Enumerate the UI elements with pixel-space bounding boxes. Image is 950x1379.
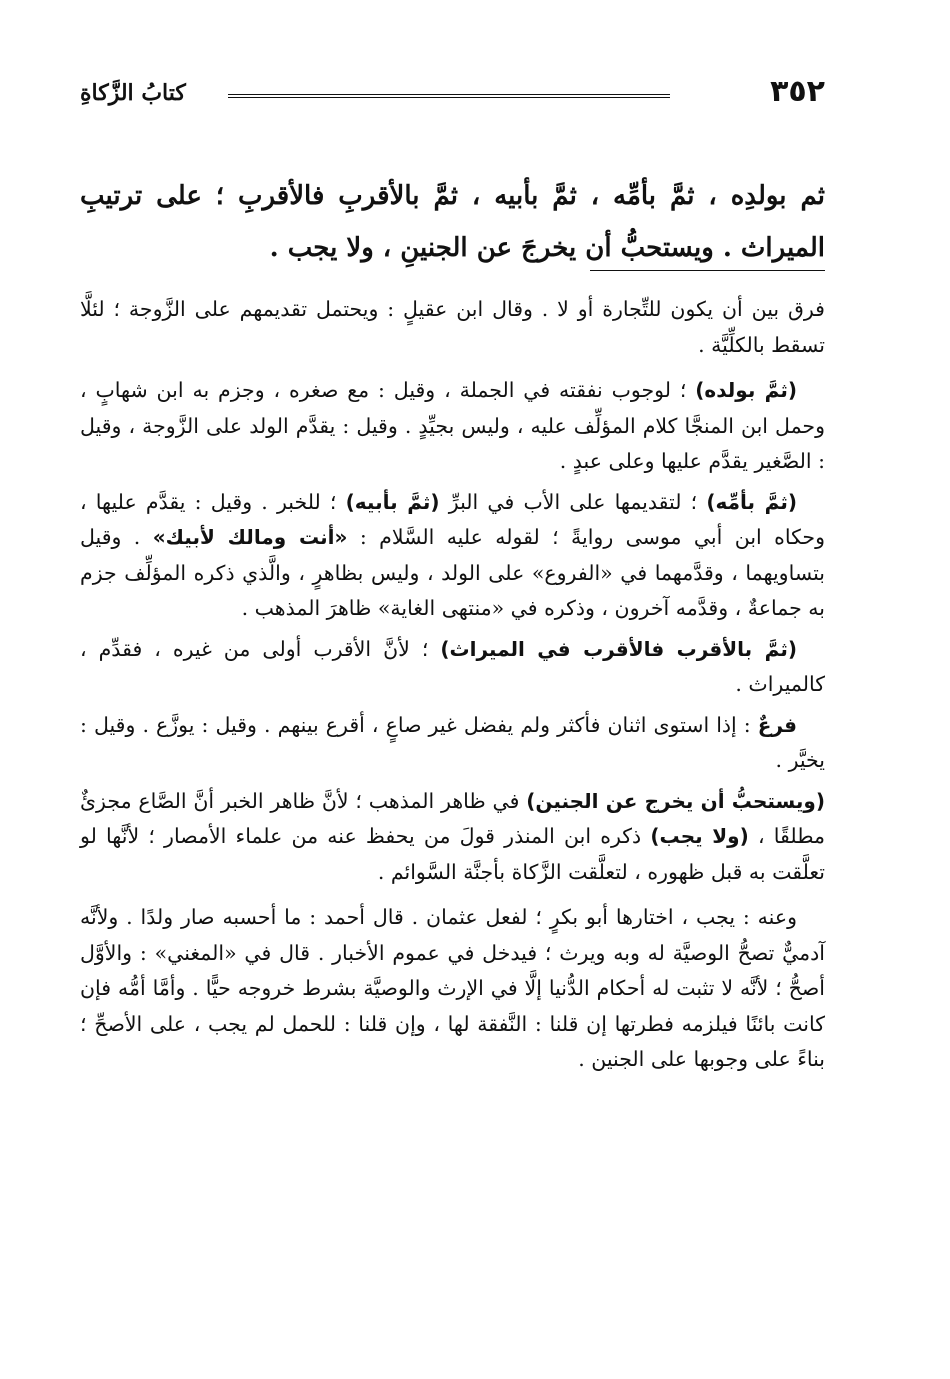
paragraph-text: ؛ لوجوب نفقته في الجملة ، وقيل : مع صغره ، وجزم به ابن شهابٍ ، وحمل ابن المنجَّا كلام المؤلِّف عليه ، وليس بجيِّدٍ . وقيل : يقدَّم الولد على الزَّوجة ، وقيل : الصَّغير يقدَّم عليها وعلى عبدٍ . bbox=[80, 378, 825, 473]
quoted-heading: (ثمَّ بالأقرب فالأقرب في الميراث) bbox=[440, 636, 797, 661]
quoted-heading: (ثمَّ بأمِّه) bbox=[706, 489, 797, 514]
book-page bbox=[80, 70, 825, 1310]
paragraph-text: في ظاهر المذهب ؛ لأنَّ ظاهر الخبر أنَّ الصَّاع مجزئٌ مطلقًا ، bbox=[80, 788, 825, 848]
paragraph-text: : إذا استوى اثنان فأكثر ولم يفضل غير صاعٍ ، أقرع بينهم . وقيل : يوزَّع . وقيل : يخيَّر . bbox=[80, 712, 825, 772]
quoted-heading: (ويستحبُّ أن يخرج عن الجنين) bbox=[526, 788, 825, 813]
quoted-heading: (ثمَّ بولده) bbox=[695, 378, 797, 402]
page-number: ٣٥٢ bbox=[770, 74, 825, 109]
running-title: كتابُ الزَّكاةِ bbox=[80, 80, 186, 106]
commentary-paragraph bbox=[80, 900, 825, 1078]
page-header bbox=[80, 70, 825, 120]
paragraph-text: ؛ لأنَّ الأقرب أولى من غيره ، فقدِّم ، كالميراث . bbox=[80, 636, 825, 696]
paragraph-text: ذكره ابن المنذر قولَ من يحفظ عنه من علماء الأمصار ؛ لأنَّها لو تعلَّقت به قبل ظهوره ، لتعلَّقت الزَّكاة بأجنَّة السَّوائم . bbox=[80, 824, 825, 884]
quoted-heading: (ثمَّ بأبيه) bbox=[345, 489, 440, 514]
commentary-paragraph bbox=[80, 632, 825, 703]
paragraph-text: فرق بين أن يكون للتِّجارة أو لا . وقال ابن عقيلٍ : ويحتمل تقديمهم على الزَّوجة ؛ لئلَّا تسقط بالكلِّيَّة . bbox=[80, 297, 825, 357]
main-text: ثم بولدِه ، ثمَّ بأمِّه ، ثمَّ بأبيه ، ثمَّ بالأقربِ فالأقربِ ؛ على ترتيبِ الميراث . ويستحبُّ أن يخرجَ عن الجنينِ ، ولا يجب . bbox=[80, 181, 825, 263]
commentary-paragraph bbox=[80, 485, 825, 627]
footnote-separator bbox=[590, 270, 825, 271]
branch-heading: فرعٌ bbox=[757, 712, 797, 737]
commentary-paragraph bbox=[80, 708, 825, 779]
header-rule bbox=[228, 94, 670, 98]
commentary-paragraph bbox=[80, 784, 825, 891]
paragraph-text: . وقيل بتساويهما ، وقدَّمهما في «الفروع» على الولد ، وليس بظاهرٍ ، والَّذي ذكره المؤلِّف جزم به جماعةٌ ، وقدَّمه آخرون ، وذكره في «منتهى الغاية» ظاهرَ المذهب . bbox=[80, 525, 825, 620]
paragraph-text: ؛ لتقديمها على الأب في البرِّ bbox=[448, 489, 698, 514]
quoted-heading: (ولا يجب) bbox=[650, 824, 749, 848]
commentary bbox=[80, 292, 825, 1083]
hadith-quote: «أنت ومالك لأبيك» bbox=[152, 525, 348, 549]
paragraph-text: وعنه : يجب ، اختارها أبو بكرٍ ؛ لفعل عثمان . قال أحمد : ما أحسبه صار ولدًا . ولأنَّه آدميٌّ تصحُّ الوصيَّة له وبه ويرث ؛ فيدخل في عموم الأخبار . قال في «المغني» : والأوَّل أصحُّ ؛ لأنَّه لا تثبت له أحكام الدُّنيا إلَّا في الإرث والوصيَّة بشرط خروجه حيًّا . وأمَّا أمُّه فإن كانت بائنًا فيلزمه فطرتها إن قلنا : النَّفقة لها ، وإن قلنا : للحمل لم يجب ، على الأصحِّ ؛ بناءً على وجوبها على الجنين . bbox=[80, 905, 825, 1071]
paragraph-text: ؛ للخبر . وقيل : يقدَّم عليها ، وحكاه ابن أبي موسى روايةً ؛ لقوله عليه السَّلام : bbox=[80, 489, 825, 549]
commentary-paragraph bbox=[80, 292, 825, 363]
commentary-paragraph bbox=[80, 373, 825, 480]
